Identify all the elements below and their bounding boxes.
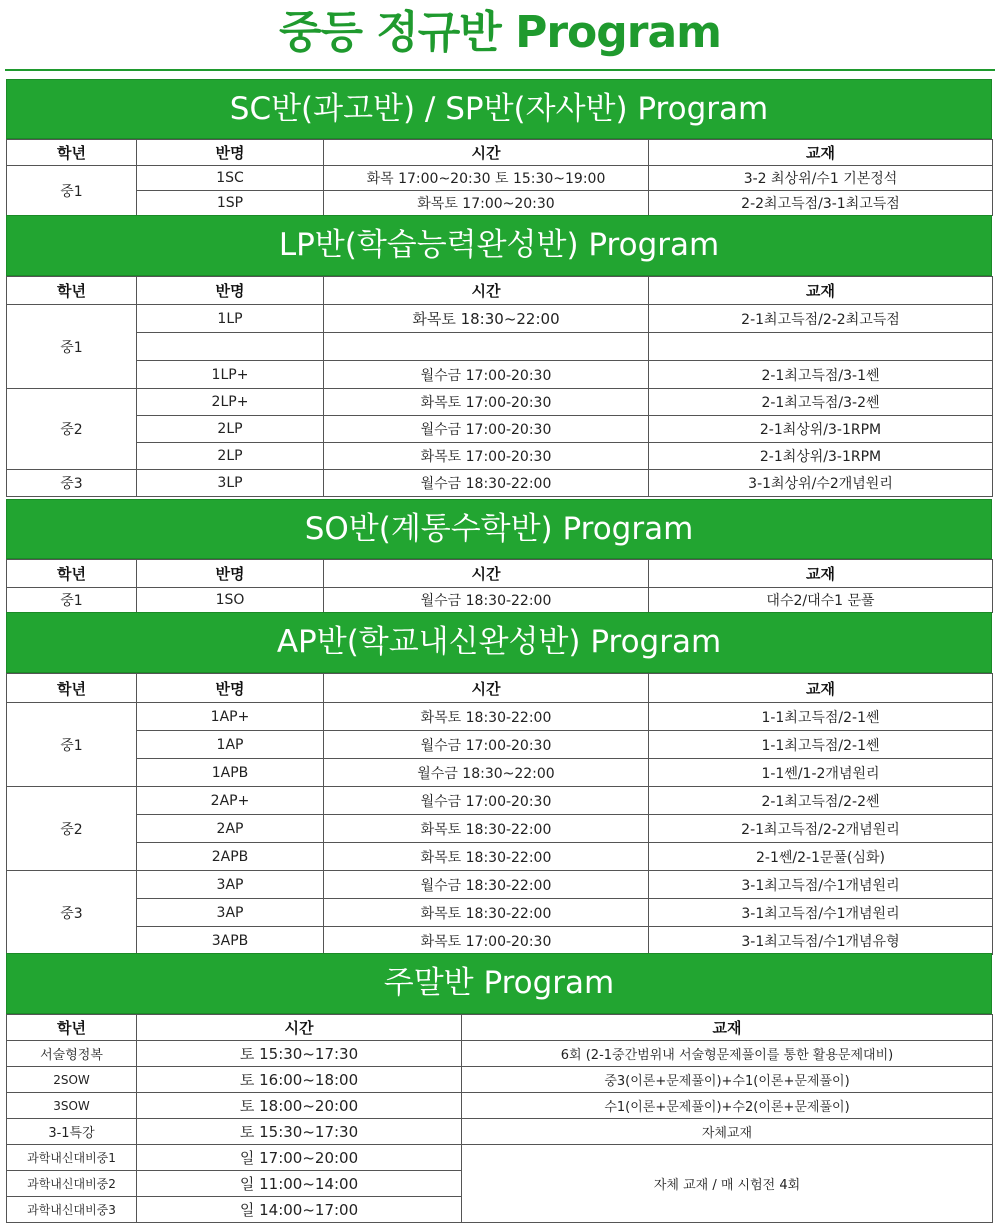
table-header [7,1015,993,1041]
class-cell: 2AP+ [137,787,324,815]
book-header: 교재 [649,674,993,703]
sc-sp-table [6,139,993,216]
class-header: 반명 [137,140,324,166]
time-cell: 화목토 17:00-20:30 [324,927,649,955]
book-header: 교재 [649,560,993,588]
table-header [7,674,993,703]
class-cell: 2APB [137,843,324,871]
class-cell: 2LP [137,416,324,443]
class-cell: 2LP [137,443,324,470]
table-header [7,277,993,305]
grade-header: 학년 [7,560,137,588]
book-cell [649,333,993,361]
lp-table [6,276,993,497]
grade-cell: 중2 [7,787,137,871]
weekend-table [6,1014,993,1223]
class-cell: 1LP+ [137,361,324,389]
class-cell: 3AP [137,899,324,927]
book-cell: 2-1최고득점/3-2쎈 [649,389,993,416]
table-row [7,1093,993,1119]
time-cell [324,333,649,361]
book-cell: 2-1최상위/3-1RPM [649,416,993,443]
time-cell: 토 15:30~17:30 [137,1041,462,1067]
ap-table [6,673,993,955]
class-cell: 3AP [137,871,324,899]
grade-cell: 3-1특강 [7,1119,137,1145]
grade-cell: 과학내신대비중2 [7,1171,137,1197]
time-cell: 월수금 17:00-20:30 [324,416,649,443]
book-cell: 6회 (2-1중간범위내 서술형문제풀이를 통한 활용문제대비) [462,1041,993,1067]
class-header: 반명 [137,674,324,703]
time-cell: 월수금 18:30-22:00 [324,470,649,497]
table-row [7,470,993,497]
table-row [7,443,993,470]
grade-cell: 3SOW [7,1093,137,1119]
time-cell: 토 18:00~20:00 [137,1093,462,1119]
book-cell: 1-1최고득점/2-1쎈 [649,703,993,731]
class-cell: 3APB [137,927,324,955]
table-header [7,560,993,588]
grade-cell: 중1 [7,305,137,389]
table-row [7,1067,993,1093]
table-row [7,305,993,333]
time-header: 시간 [324,560,649,588]
book-cell: 자체 교재 / 매 시험전 4회 [462,1145,993,1223]
book-cell: 2-1쎈/2-1문풀(심화) [649,843,993,871]
table-header [7,140,993,166]
table-row [7,1119,993,1145]
grade-cell: 과학내신대비중3 [7,1197,137,1223]
table-row [7,815,993,843]
time-cell: 화목토 18:30-22:00 [324,843,649,871]
lp-banner: LP반(학습능력완성반) Program [6,215,992,276]
book-cell: 3-2 최상위/수1 기본정석 [649,166,993,191]
time-cell: 월수금 18:30~22:00 [324,759,649,787]
class-cell: 1LP [137,305,324,333]
table-row [7,759,993,787]
book-header: 교재 [649,140,993,166]
class-header: 반명 [137,560,324,588]
class-cell: 3LP [137,470,324,497]
ap-banner: AP반(학교내신완성반) Program [6,612,992,673]
book-header: 교재 [462,1015,993,1041]
table-row [7,871,993,899]
time-cell: 토 15:30~17:30 [137,1119,462,1145]
grade-cell: 중3 [7,871,137,955]
grade-cell: 서술형정복 [7,1041,137,1067]
time-cell: 화목토 17:00~20:30 [324,191,649,216]
time-cell: 월수금 18:30-22:00 [324,871,649,899]
book-cell: 1-1쎈/1-2개념원리 [649,759,993,787]
weekend-banner: 주말반 Program [6,953,992,1014]
book-cell: 2-1최고득점/3-1쎈 [649,361,993,389]
time-cell: 월수금 18:30-22:00 [324,588,649,613]
grade-cell: 중1 [7,703,137,787]
grade-cell: 중1 [7,166,137,216]
time-cell: 일 14:00~17:00 [137,1197,462,1223]
book-cell: 2-1최상위/3-1RPM [649,443,993,470]
time-cell: 화목토 18:30-22:00 [324,815,649,843]
sc-sp-banner: SC반(과고반) / SP반(자사반) Program [6,79,992,139]
time-header: 시간 [324,277,649,305]
time-header: 시간 [324,140,649,166]
table-row [7,588,993,613]
time-cell: 일 17:00~20:00 [137,1145,462,1171]
book-cell: 3-1최고득점/수1개념원리 [649,899,993,927]
class-cell: 1APB [137,759,324,787]
book-cell: 3-1최고득점/수1개념원리 [649,871,993,899]
table-row [7,333,993,361]
table-row [7,166,993,191]
grade-cell: 2SOW [7,1067,137,1093]
grade-header: 학년 [7,277,137,305]
class-cell: 2LP+ [137,389,324,416]
class-cell: 1AP+ [137,703,324,731]
time-cell: 화목토 18:30~22:00 [324,305,649,333]
table-row [7,927,993,955]
table-row [7,843,993,871]
grade-header: 학년 [7,140,137,166]
time-cell: 화목토 17:00-20:30 [324,389,649,416]
book-cell: 3-1최고득점/수1개념유형 [649,927,993,955]
grade-header: 학년 [7,674,137,703]
table-row [7,731,993,759]
book-cell: 2-2최고득점/3-1최고득점 [649,191,993,216]
time-cell: 화목토 18:30-22:00 [324,899,649,927]
so-banner: SO반(계통수학반) Program [6,499,992,559]
table-row [7,361,993,389]
book-cell: 2-1최고득점/2-2쎈 [649,787,993,815]
book-cell: 3-1최상위/수2개념원리 [649,470,993,497]
time-header: 시간 [137,1015,462,1041]
book-cell: 중3(이론+문제풀이)+수1(이론+문제풀이) [462,1067,993,1093]
class-cell: 1AP [137,731,324,759]
time-cell: 월수금 17:00-20:30 [324,787,649,815]
table-row [7,389,993,416]
class-header: 반명 [137,277,324,305]
book-cell: 1-1최고득점/2-1쎈 [649,731,993,759]
time-cell: 화목토 17:00-20:30 [324,443,649,470]
table-row [7,787,993,815]
class-cell [137,333,324,361]
grade-cell: 중2 [7,389,137,470]
class-cell: 1SO [137,588,324,613]
table-row [7,416,993,443]
grade-header: 학년 [7,1015,137,1041]
page-title: 중등 정규반 Program [278,7,722,58]
class-cell: 1SP [137,191,324,216]
class-cell: 2AP [137,815,324,843]
time-cell: 월수금 17:00-20:30 [324,731,649,759]
book-cell: 자체교재 [462,1119,993,1145]
time-cell: 화목토 18:30-22:00 [324,703,649,731]
book-cell: 2-1최고득점/2-2개념원리 [649,815,993,843]
table-row [7,1041,993,1067]
so-table [6,559,993,613]
table-row [7,899,993,927]
time-cell: 화목 17:00~20:30 토 15:30~19:00 [324,166,649,191]
title-divider [5,69,995,71]
table-row [7,703,993,731]
time-header: 시간 [324,674,649,703]
book-cell: 2-1최고득점/2-2최고득점 [649,305,993,333]
grade-cell: 중1 [7,588,137,613]
grade-cell: 중3 [7,470,137,497]
time-cell: 토 16:00~18:00 [137,1067,462,1093]
table-row [7,191,993,216]
grade-cell: 과학내신대비중1 [7,1145,137,1171]
table-row [7,1145,993,1171]
class-cell: 1SC [137,166,324,191]
time-cell: 월수금 17:00-20:30 [324,361,649,389]
time-cell: 일 11:00~14:00 [137,1171,462,1197]
book-cell: 대수2/대수1 문풀 [649,588,993,613]
book-header: 교재 [649,277,993,305]
book-cell: 수1(이론+문제풀이)+수2(이론+문제풀이) [462,1093,993,1119]
